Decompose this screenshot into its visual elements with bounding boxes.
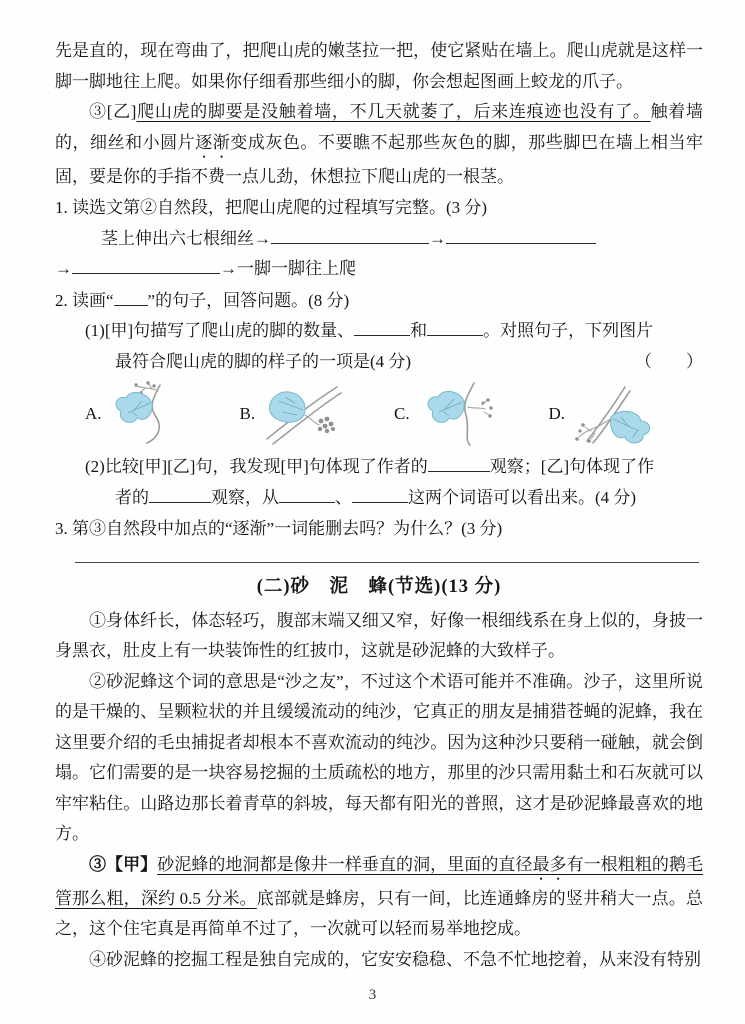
ivy-foot-option-a-image [104, 381, 190, 447]
fill-blank [352, 487, 408, 503]
passage-text: 先是直的，现在弯曲了，把爬山虎的嫩茎拉一把，使它紧贴在墙上。爬山虎就是这样一脚一脚地往上爬。如果你仔细看那些细小的脚，你会想起图画上蛟龙的爪子。 [55, 41, 703, 91]
question-2-2-line-1: (2)比较[甲][乙]句，我发现[甲]句体现了作者的 观察；[乙]句体现了作 [85, 457, 655, 476]
passage-wasp-title: (二)砂 泥 蜂(节选)(13 分) [256, 576, 502, 597]
paragraph-marker: ③[乙] [89, 102, 137, 121]
arrow-glyph: → [429, 228, 446, 248]
ivy-foot-options-row [85, 380, 703, 448]
answer-line [75, 546, 699, 563]
passage-wasp-para3: ③【甲】砂泥蜂的地洞都是像井一样垂直的洞，里面的直径最多有一根粗粗的鹅毛管那么粗，深约 0.5 分米。底部就是蜂房，只有一间，比连通蜂房的竖井稍大一点。总之，这个住宅真是再简单不过了，一次就可以轻而易举地挖成。 [55, 854, 704, 938]
option-a [85, 381, 240, 447]
answer-parentheses: （ ） [635, 351, 703, 371]
underlined-sentence: 爬山虎的脚要是没触着墙，不几天就萎了，后来连痕迹也没有了。 [136, 102, 651, 121]
question-1-fill-row-2 [55, 254, 703, 285]
question-2-1-line-1: (1)[甲]句描写了爬山虎的脚的数量、 和 。对照句子，下列图片 [85, 321, 654, 340]
passage-wasp-para4: ④砂泥蜂的挖掘工程是独自完成的，它安安稳稳、不急不忙地挖着，从来没有特别 [89, 949, 701, 969]
question-1-fill-row-1 [55, 224, 703, 255]
fill-blank [72, 258, 220, 274]
option-d [549, 381, 704, 447]
fill-blank [271, 228, 429, 244]
passage-wasp-para1: ①身体纤长，体态轻巧，腹部末端又细又窄，好像一根细线系在身上似的，身披一身黑衣，肚皮上有一块装饰性的红披巾，这就是砂泥蜂的大致样子。 [55, 610, 703, 660]
underlined-sentence: 砂泥蜂的地洞都是像井一样垂直的洞，里面的直径最多有一根粗粗的鹅毛管那么粗，深约 0.5 分米。 [55, 854, 704, 908]
passage-wasp-para2: ②砂泥蜂这个词的意思是“沙之友”，不过这个术语可能并不准确。沙子，这里所说的是干燥的、呈颗粒状的并且缓缓流动的纯沙，它真正的朋友是捕猎苍蝇的泥蜂，我在这里要介绍的毛虫捕捉者却根本不喜欢流动的纯沙。因为这种沙只要稍一碰触，就会倒塌。它们需要的是一块容易挖掘的土质疏松的地方，那里的沙只需用黏土和石灰就可以牢牢粘住。山路边那长着青草的斜坡，每天都有阳光的普照，这才是砂泥蜂最喜欢的地方。 [55, 671, 703, 843]
fill-blank [279, 487, 335, 503]
ivy-foot-option-c-image [412, 381, 498, 447]
ivy-foot-option-b-image [257, 381, 349, 447]
fill-blank [149, 487, 211, 503]
page-number: 3 [368, 986, 377, 1003]
passage-text: 变成灰色。不要瞧不起那些灰色的脚，那些脚巴在墙上相当牢固，要是你的手指不费一点儿劲，休想拉下爬山虎的一根茎。 [55, 132, 704, 186]
fill-blank [114, 290, 148, 306]
option-d-label: D. [548, 403, 566, 423]
passage-text: 触着墙的，细丝和小圆片 [55, 102, 704, 152]
option-c-label: C. [394, 403, 410, 423]
option-c [394, 381, 549, 447]
fill-sequence-start: 茎上伸出六七根细丝→ [101, 228, 271, 248]
question-1-label: 1. 读选文第②自然段，把爬山虎爬的过程填写完整。(3 分) [55, 198, 488, 217]
passage-climb-para3 [55, 97, 703, 192]
fill-blank [446, 228, 596, 244]
ivy-foot-option-d-image [567, 381, 659, 447]
fill-blank [354, 320, 410, 336]
option-a-label: A. [85, 403, 102, 423]
dotted-word: 最多 [532, 854, 567, 874]
question-2-1-line-2: 最符合爬山虎的脚的样子的一项是(4 分) （ ） [115, 347, 703, 378]
question-2-label: 2. 读画“ ”的句子，回答问题。(8 分) [55, 290, 350, 310]
fill-blank [428, 456, 490, 472]
question-2-2-line-2: 者的 观察，从 、 这两个词语可以看出来。(4 分) [115, 487, 637, 507]
fill-sequence-end: →一脚一脚往上爬 [220, 259, 356, 278]
passage-climb-para2-tail [55, 36, 703, 97]
fill-blank [427, 320, 483, 336]
question-3-label: 3. 第③自然段中加点的“逐渐”一词能删去吗？为什么？(3 分) [55, 519, 503, 538]
paragraph-marker: ③【甲】 [89, 854, 158, 874]
arrow-glyph: → [55, 259, 72, 278]
option-b [240, 381, 395, 447]
option-b-label: B. [239, 403, 256, 423]
dotted-word: 逐渐 [195, 132, 231, 152]
